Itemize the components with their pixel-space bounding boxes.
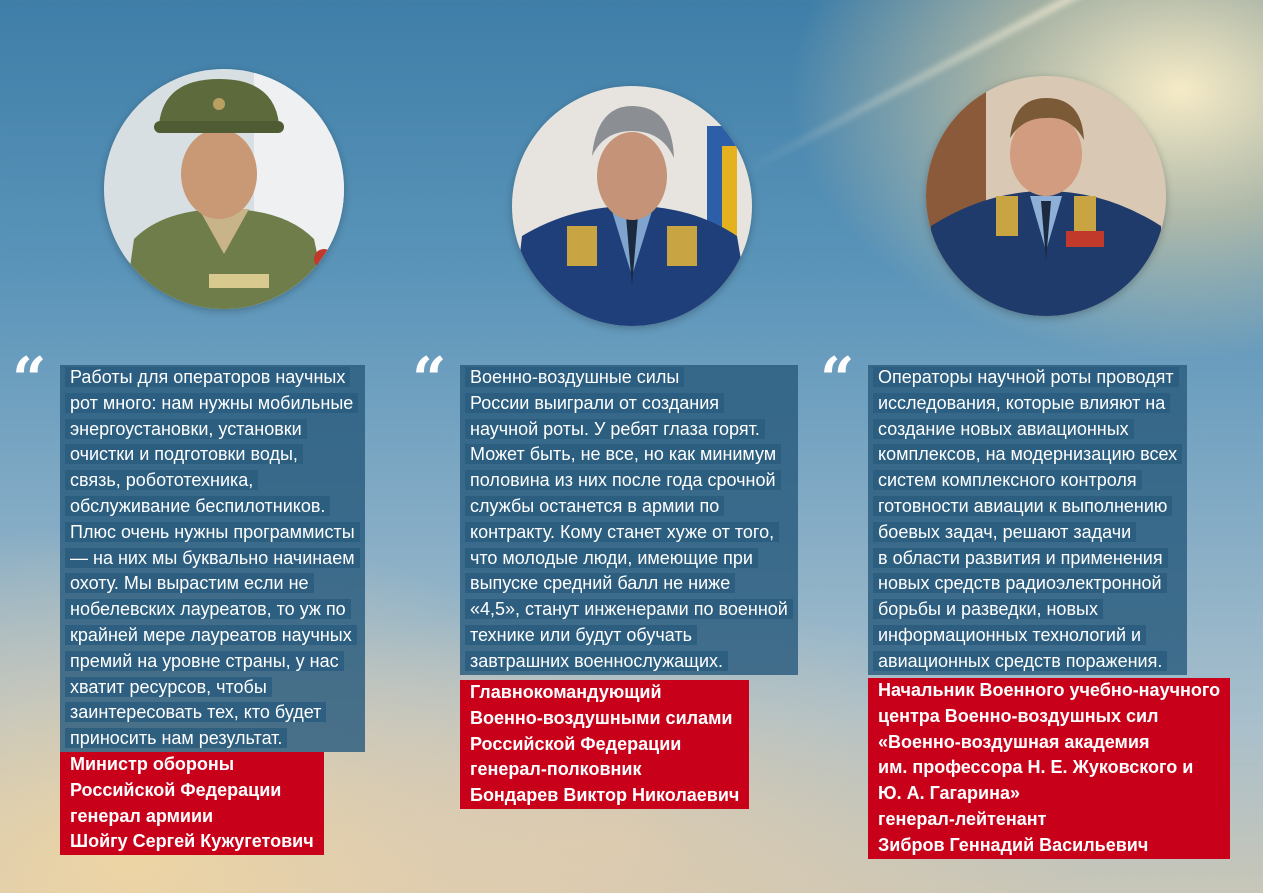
quote-line: Операторы научной роты проводят xyxy=(873,367,1179,387)
role-line: Шойгу Сергей Кужугетович xyxy=(65,831,319,851)
quote-line: России выиграли от создания xyxy=(465,393,724,413)
role-line: Российской Федерации xyxy=(65,780,286,800)
role-line: Ю. А. Гагарина» xyxy=(873,783,1025,803)
quote-line: хватит ресурсов, чтобы xyxy=(65,677,272,697)
role-line: «Военно-воздушная академия xyxy=(873,732,1154,752)
quote-text xyxy=(868,365,1187,675)
quote-line: Военно-воздушные силы xyxy=(465,367,684,387)
quote-line: обслуживание беспилотников. xyxy=(65,496,330,516)
quote-line: премий на уровне страны, у нас xyxy=(65,651,344,671)
quote-line: службы останется в армии по xyxy=(465,496,724,516)
role-caption xyxy=(60,752,324,855)
quote-line: завтрашних военнослужащих. xyxy=(465,651,728,671)
role-line: Главнокомандующий xyxy=(465,682,667,702)
quote-text xyxy=(60,365,365,752)
quote-line: в области развития и применения xyxy=(873,548,1168,568)
quote-line: рот много: нам нужны мобильные xyxy=(65,393,358,413)
quote-line: очистки и подготовки воды, xyxy=(65,444,303,464)
quote-line: приносить нам результат. xyxy=(65,728,287,748)
quote-line: контракту. Кому станет хуже от того, xyxy=(465,522,779,542)
quote-line: Работы для операторов научных xyxy=(65,367,350,387)
quote-mark-icon: “ xyxy=(820,345,855,415)
role-line: Российской Федерации xyxy=(465,734,686,754)
quote-line: Может быть, не все, но как минимум xyxy=(465,444,781,464)
quote-line: — на них мы буквально начинаем xyxy=(65,548,360,568)
quote-line: половина из них после года срочной xyxy=(465,470,781,490)
quote-line: готовности авиации к выполнению xyxy=(873,496,1172,516)
air-force-general-portrait-icon xyxy=(512,86,752,326)
quote-line: авиационных средств поражения. xyxy=(873,651,1167,671)
quote-line: новых средств радиоэлектронной xyxy=(873,573,1167,593)
role-line: Бондарев Виктор Николаевич xyxy=(465,785,744,805)
role-line: Зибров Геннадий Васильевич xyxy=(873,835,1153,855)
role-caption xyxy=(868,678,1230,859)
quote-line: что молодые люди, имеющие при xyxy=(465,548,758,568)
quote-line: систем комплексного контроля xyxy=(873,470,1142,490)
quote-line: создание новых авиационных xyxy=(873,419,1134,439)
quote-line: крайней мере лауреатов научных xyxy=(65,625,357,645)
quote-line: связь, робототехника, xyxy=(65,470,258,490)
lieutenant-general-portrait-icon xyxy=(926,76,1166,316)
role-caption xyxy=(460,680,749,809)
quote-line: Плюс очень нужны программисты xyxy=(65,522,360,542)
general-army-portrait-icon xyxy=(104,69,344,309)
quote-line: заинтересовать тех, кто будет xyxy=(65,702,326,722)
quote-line: информационных технологий и xyxy=(873,625,1146,645)
quote-line: выпуске средний балл не ниже xyxy=(465,573,735,593)
quote-line: охоту. Мы вырастим если не xyxy=(65,573,314,593)
role-line: генерал-полковник xyxy=(465,759,646,779)
role-line: центра Военно-воздушных сил xyxy=(873,706,1163,726)
quote-mark-icon: “ xyxy=(412,345,447,415)
role-line: генерал армиии xyxy=(65,806,218,826)
quote-line: энергоустановки, установки xyxy=(65,419,307,439)
role-line: им. профессора Н. Е. Жуковского и xyxy=(873,757,1198,777)
quote-text xyxy=(460,365,798,675)
quote-line: нобелевских лауреатов, то уж по xyxy=(65,599,351,619)
role-line: Министр обороны xyxy=(65,754,239,774)
quote-line: технике или будут обучать xyxy=(465,625,697,645)
role-line: генерал-лейтенант xyxy=(873,809,1052,829)
quote-line: научной роты. У ребят глаза горят. xyxy=(465,419,765,439)
quote-mark-icon: “ xyxy=(12,345,47,415)
role-line: Начальник Военного учебно-научного xyxy=(873,680,1225,700)
quote-line: боевых задач, решают задачи xyxy=(873,522,1136,542)
quote-line: исследования, которые влияют на xyxy=(873,393,1170,413)
role-line: Военно-воздушными силами xyxy=(465,708,737,728)
quote-line: «4,5», станут инженерами по военной xyxy=(465,599,793,619)
quote-line: борьбы и разведки, новых xyxy=(873,599,1103,619)
quote-line: комплексов, на модернизацию всех xyxy=(873,444,1182,464)
